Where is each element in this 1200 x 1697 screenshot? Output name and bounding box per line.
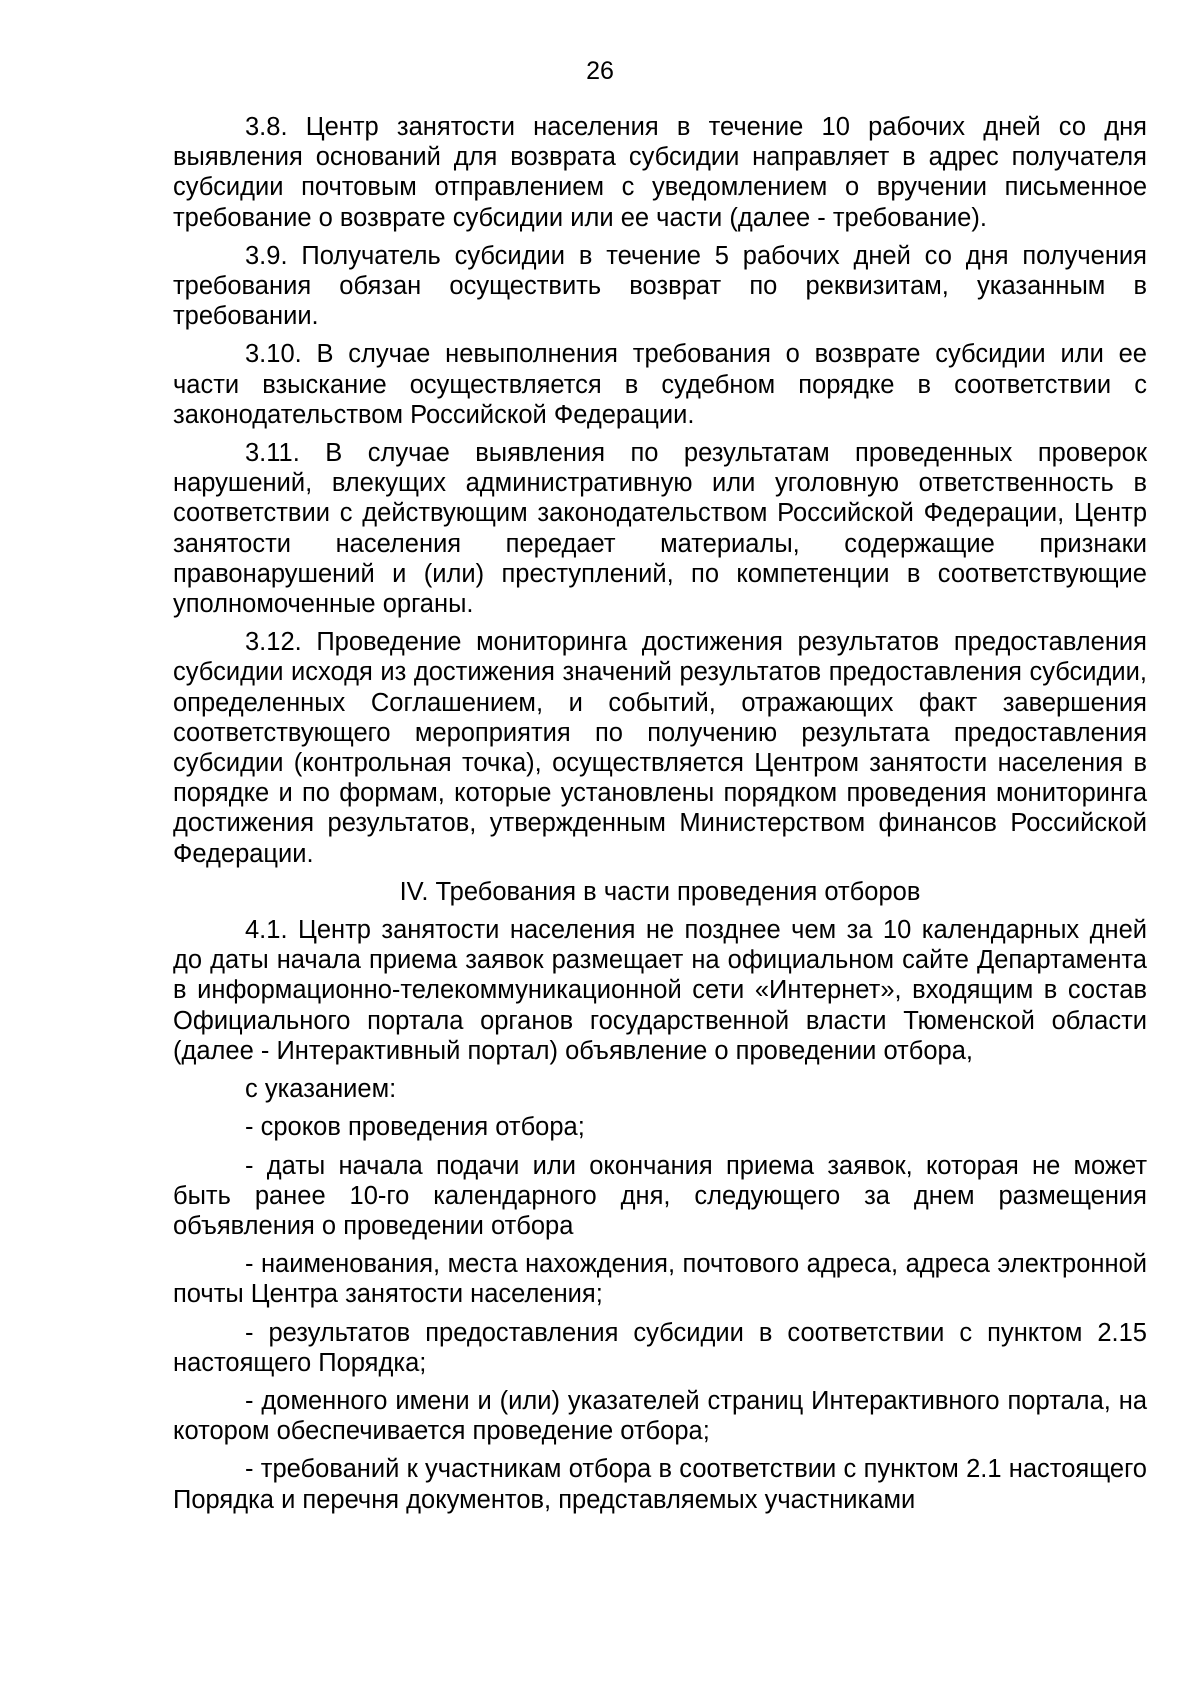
list-item: - требований к участникам отбора в соответствии с пунктом 2.1 настоящего Порядка и перечня документов, представляемых участниками	[173, 1455, 1147, 1514]
document-body	[173, 112, 1147, 1523]
list-item: - доменного имени и (или) указателей страниц Интерактивного портала, на котором обеспечивается проведение отбора;	[173, 1386, 1147, 1446]
page-number: 26	[586, 57, 614, 85]
paragraph-3-8: 3.8. Центр занятости населения в течение 10 рабочих дней со дня выявления оснований для возврата субсидии направляет в адрес получателя субсидии почтовым отправлением с уведомлением о вручении письменное требование о возврате субсидии или ее части (далее - требование).	[173, 113, 1147, 232]
with-indication-label: с указанием:	[245, 1075, 397, 1104]
list-item: - даты начала подачи или окончания приема заявок, которая не может быть ранее 10-го календарного дня, следующего за днем размещения объявления о проведении отбора	[173, 1151, 1147, 1240]
paragraph-3-9: 3.9. Получатель субсидии в течение 5 рабочих дней со дня получения требования обязан осуществить возврат по реквизитам, указанным в требовании.	[173, 241, 1147, 331]
paragraph-3-10: 3.10. В случае невыполнения требования о возврате субсидии или ее части взыскание осуществляется в судебном порядке в соответствии с законодательством Российской Федерации.	[173, 340, 1147, 429]
paragraph-4-1: 4.1. Центр занятости населения не позднее чем за 10 календарных дней до даты начала приема заявок размещает на официальном сайте Департамента в информационно-телекоммуникационной сети «Интернет», входящим в состав Официального портала органов государственной власти Тюменской области (далее - Интерактивный портал) объявление о проведении отбора,	[173, 916, 1147, 1065]
paragraph-3-11: 3.11. В случае выявления по результатам проведенных проверок нарушений, влекущих административную или уголовную ответственность в соответствии с действующим законодательством Российской Федерации, Центр занятости населения передает материалы, содержащие признаки правонарушений и (или) преступлений, по компетенции в соответствующие уполномоченные органы.	[173, 439, 1147, 619]
list-item: - результатов предоставления субсидии в соответствии с пунктом 2.15 настоящего Порядка;	[173, 1318, 1147, 1377]
paragraph-3-12: 3.12. Проведение мониторинга достижения результатов предоставления субсидии исходя из достижения значений результатов предоставления субсидии, определенных Соглашением, и событий, отражающих факт завершения соответствующего мероприятия по получению результата предоставления субсидии (контрольная точка), осуществляется Центром занятости населения в порядке и по формам, которые установлены порядком проведения мониторинга достижения результатов, утвержденным Министерством финансов Российской Федерации.	[173, 628, 1147, 868]
section-heading-iv: IV. Требования в части проведения отборов	[399, 877, 921, 906]
list-item: - наименования, места нахождения, почтового адреса, адреса электронной почты Центра занятости населения;	[173, 1250, 1147, 1309]
list-item: - сроков проведения отбора;	[245, 1113, 585, 1142]
